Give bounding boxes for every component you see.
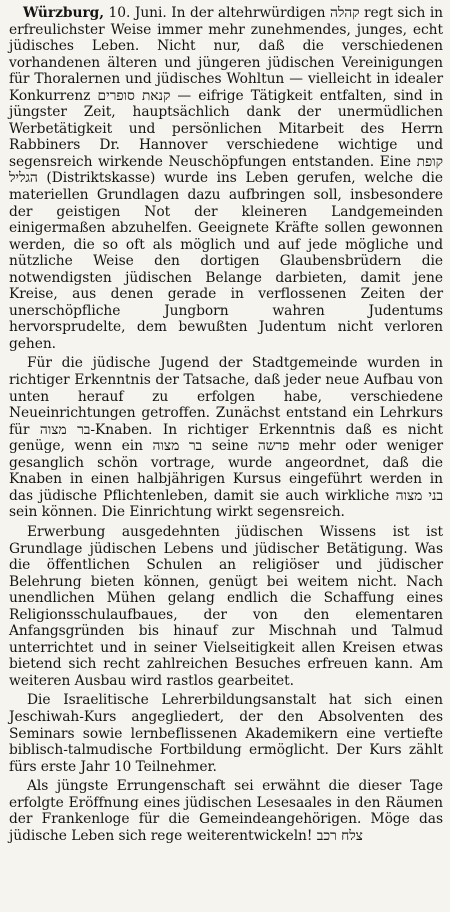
article-paragraph-3: Erwerbung ausgedehnten jüdischen Wissens ist ist Grundlage jüdischen Lebens und jüdischer Betätigung. Was die öffentlichen Schulen an religiöser und jüdischer Belehrung bieten können, genügt bei weitem nicht. Nach unendlichen Mühen gelang endlich die Schaffung eines Religionsschulaufbaues, der von den elementaren Anfangsgründen bis hinauf zur Mischnah und Talmud unterrichtet und in seiner Vielseitigkeit allen Kreisen etwas bietend sich recht zahlreichen Besuches erfreuen kann. Am weiteren Ausbau wird rastlos gearbeitet. xyxy=(9,523,443,689)
article-paragraph-5: Als jüngste Errungenschaft sei erwähnt die dieser Tage erfolgte Eröffnung eines jüdischen Lesesaales in den Räumen der Frankenloge für die Gemeindeangehörigen. Möge das jüdische Leben sich rege weiterentwickeln! צלח רכב xyxy=(9,778,443,844)
article-paragraph-4: Die Israelitische Lehrerbildungsanstalt hat sich einen Jeschiwah-Kurs angegliedert, der den Absolventen des Seminars sowie lernbeflissenen Akademikern eine vertiefte biblisch-talmudische Fortbildung ermöglicht. Der Kurs zählt fürs erste Jahr 10 Teilnehmer. xyxy=(9,692,443,775)
article-date: 10. Juni. xyxy=(108,5,167,21)
article-paragraph-2: Für die jüdische Jugend der Stadtgemeinde wurden in richtiger Erkenntnis der Tatsache, daß jeder neue Aufbau von unten herauf zu erfolgen habe, verschiedene Neueinrichtungen getroffen. Zunächst entstand ein Lehrkurs für בר מצוה-Knaben. In richtiger Erkenntnis daß es nicht genüge, wenn ein בר מצוה seine פרשה mehr oder weniger gesanglich schön vortrage, wurde angeordnet, daß die Knaben in einen halbjährigen Kursus eingeführt werden in das jüdische Pflichtenleben, damit sie auch wirkliche בני מצוה sein können. Die Einrichtung wirkt segensreich. xyxy=(9,355,444,521)
paragraph-1-text: In der altehrwürdigen קהלה regt sich in erfreulichster Weise immer mehr zunehmendes, junges, echt jüdisches Leben. Nicht nur, daß die verschiedenen vorhandenen älteren und jüngeren jüdischen Vereinigungen für Thoralernen und jüdisches Wohltun — vielleicht in idealer Konkurrenz קנאת סופרים — eifrige Tätigkeit entfalten, sind in jüngster Zeit, hauptsächlich dank der unermüdlichen Werbetätigkeit und persönlichen Mitarbeit des Herrn Rabbiners Dr. Hannover verschiedene wichtige und segensreich wirkende Neuschöpfungen entstanden. Eine קופת הגליל (Distriktskasse) wurde ins Leben gerufen, welche die materiellen Grundlagen dazu aufbringen soll, insbesondere der geistigen Not der kleineren Landgemeinden einigermaßen abzuhelfen. Geeignete Kräfte sollen gewonnen werden, die so oft als möglich und auf jede mögliche und nützliche Weise den dortigen Glaubensbrüdern die notwendigsten jüdischen Belange darbieten, damit jene Kreise, aus denen gerade in verflossenen Zeiten der unerschöpfliche Jungborn wahren Judentums hervorsprudelte, dem bewußten Judentum nicht verloren gehen. xyxy=(9,5,444,352)
article-dateline: Würzburg, xyxy=(23,5,105,21)
article-paragraph-1 xyxy=(9,5,443,352)
